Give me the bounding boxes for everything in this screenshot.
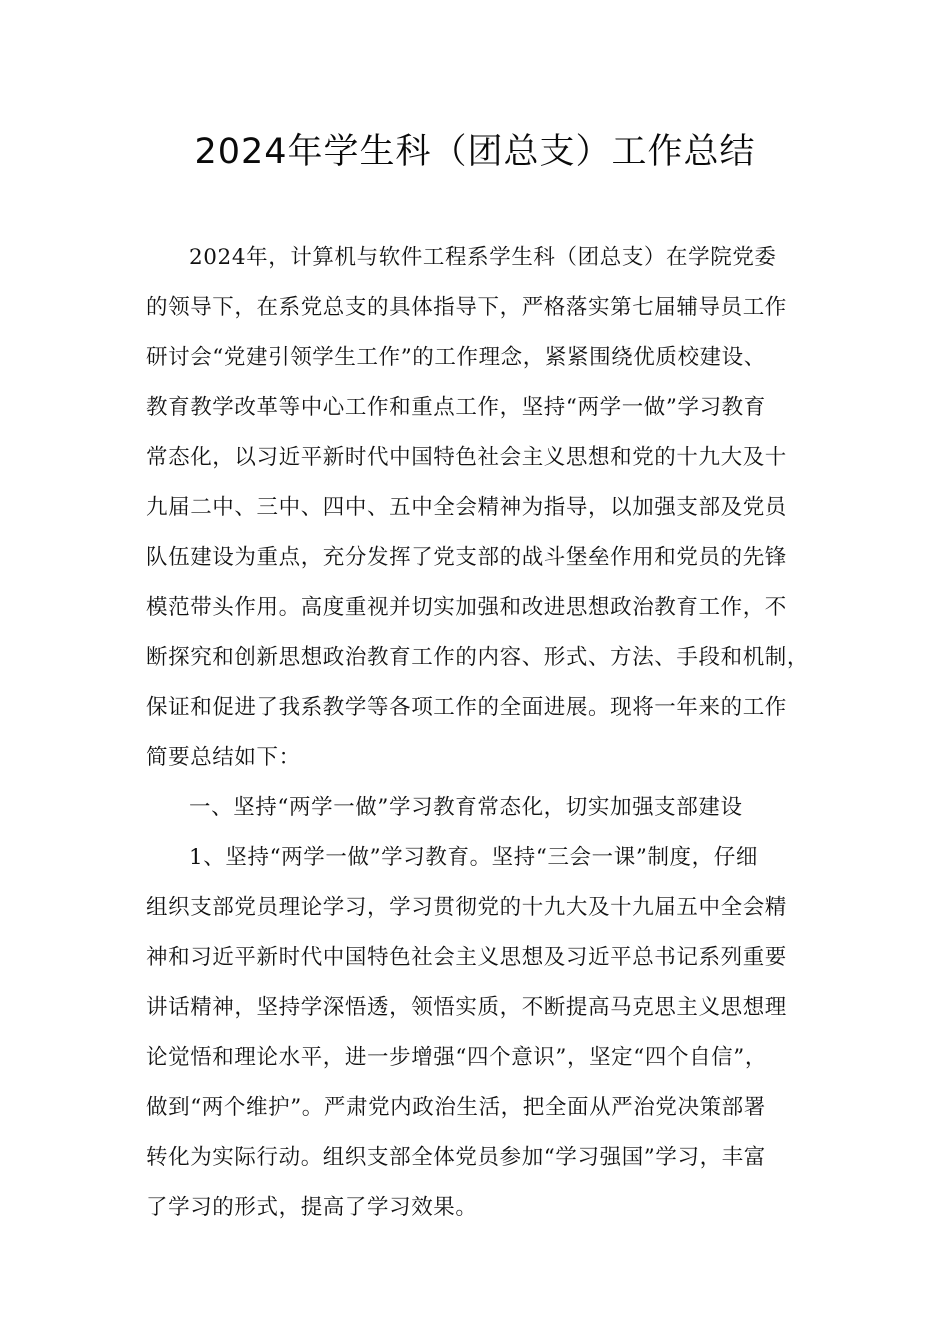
text-line: 研讨会“党建引领学生工作”的工作理念，紧紧围绕优质校建设、 [146, 345, 766, 370]
text-line: 组织支部党员理论学习，学习贯彻党的十九大及十九届五中全会精 [146, 895, 787, 920]
paragraph-item-1 [146, 833, 826, 1233]
text-line: 模范带头作用。高度重视并切实加强和改进思想政治教育工作，不 [146, 595, 787, 620]
text-line: 教育教学改革等中心工作和重点工作，坚持“两学一做”学习教育 [146, 395, 766, 420]
text-line: 简要总结如下： [146, 745, 301, 770]
section-heading-text: 一、坚持“两学一做”学习教育常态化，切实加强支部建设 [189, 795, 743, 820]
text-line: 2024年，计算机与软件工程系学生科（团总支）在学院党委 [189, 245, 777, 270]
section-heading [146, 783, 826, 833]
text-line: 保证和促进了我系教学等各项工作的全面进展。现将一年来的工作 [146, 695, 787, 720]
document-title: 2024年学生科（团总支）工作总结 [194, 132, 756, 172]
text-line: 的领导下，在系党总支的具体指导下，严格落实第七届辅导员工作 [146, 295, 787, 320]
text-line: 1、坚持“两学一做”学习教育。坚持“三会一课”制度，仔细 [189, 845, 758, 870]
text-line: 讲话精神，坚持学深悟透，领悟实质，不断提高马克思主义思想理 [146, 995, 787, 1020]
text-line: 断探究和创新思想政治教育工作的内容、形式、方法、手段和机制， [146, 645, 810, 670]
text-line: 了学习的形式，提高了学习效果。 [146, 1195, 478, 1220]
paragraph-intro [146, 233, 826, 783]
text-line: 队伍建设为重点，充分发挥了党支部的战斗堡垒作用和党员的先锋 [146, 545, 787, 570]
text-line: 转化为实际行动。组织支部全体党员参加“学习强国”学习，丰富 [146, 1145, 766, 1170]
text-line: 做到“两个维护”。严肃党内政治生活，把全面从严治党决策部署 [146, 1095, 766, 1120]
text-line: 神和习近平新时代中国特色社会主义思想及习近平总书记系列重要 [146, 945, 787, 970]
text-line: 常态化，以习近平新时代中国特色社会主义思想和党的十九大及十 [146, 445, 787, 470]
text-line: 论觉悟和理论水平，进一步增强“四个意识”，坚定“四个自信”， [146, 1045, 767, 1070]
text-line: 九届二中、三中、四中、五中全会精神为指导，以加强支部及党员 [146, 495, 787, 520]
document-body [146, 233, 826, 1233]
